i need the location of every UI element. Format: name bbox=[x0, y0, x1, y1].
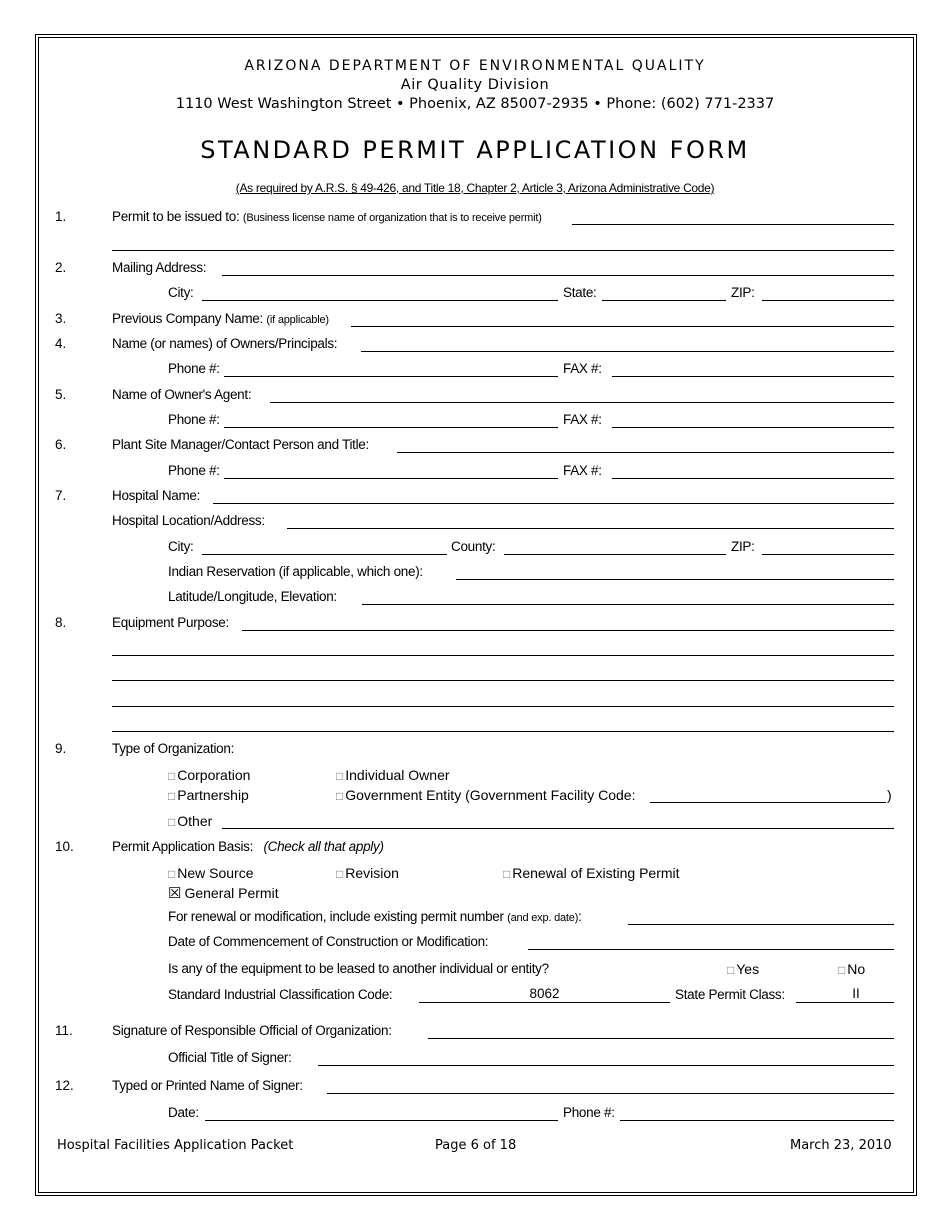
phone-label: Phone #: bbox=[168, 361, 220, 376]
equip-purpose-field[interactable] bbox=[242, 630, 894, 631]
footer-date: March 23, 2010 bbox=[790, 1138, 892, 1153]
corporation-label: Corporation bbox=[177, 767, 251, 783]
signature-label: Signature of Responsible Official of Organization: bbox=[112, 1023, 392, 1038]
corporation-option[interactable] bbox=[168, 767, 250, 783]
checkbox-icon[interactable]: □ bbox=[336, 867, 344, 881]
new-source-label: New Source bbox=[177, 865, 254, 881]
page-number: Page 6 of 18 bbox=[435, 1138, 517, 1153]
equip-purpose-line2[interactable] bbox=[112, 655, 894, 656]
sic-code-value: 8062 bbox=[529, 986, 560, 1001]
renewal-label: Renewal of Existing Permit bbox=[512, 865, 680, 881]
item-number: 10. bbox=[55, 839, 74, 854]
city-label: City: bbox=[168, 285, 194, 300]
other-field[interactable] bbox=[222, 828, 894, 829]
item-number: 8. bbox=[55, 615, 67, 630]
agency-name: ARIZONA DEPARTMENT OF ENVIRONMENTAL QUALITY bbox=[244, 58, 706, 74]
prev-company-field[interactable] bbox=[351, 326, 894, 327]
sic-field[interactable] bbox=[419, 1002, 670, 1003]
item-number: 2. bbox=[55, 260, 67, 275]
official-title-field[interactable] bbox=[318, 1065, 894, 1066]
item-number: 4. bbox=[55, 336, 67, 351]
agency-address: 1110 West Washington Street • Phoenix, AZ 85007-2935 • Phone: (602) 771-2337 bbox=[175, 96, 775, 112]
permit-to-text: Permit to be issued to: bbox=[112, 209, 240, 224]
renewal-mod-text: For renewal or modification, include existing permit number bbox=[168, 909, 504, 924]
item-number: 9. bbox=[55, 741, 67, 756]
exp-date-note: (and exp. date) bbox=[507, 912, 579, 924]
basis-label bbox=[112, 839, 384, 854]
fax-label: FAX #: bbox=[563, 361, 602, 376]
state-class-label: State Permit Class: bbox=[675, 987, 785, 1002]
phone-label: Phone #: bbox=[563, 1105, 615, 1120]
zip-label: ZIP: bbox=[731, 539, 755, 554]
renewal-option[interactable] bbox=[503, 865, 680, 881]
agent-label: Name of Owner's Agent: bbox=[112, 387, 252, 402]
general-permit-label: General Permit bbox=[184, 885, 279, 901]
item-number: 1. bbox=[55, 209, 67, 224]
page-subtitle: (As required by A.R.S. § 49-426, and Title 18, Chapter 2, Article 3, Arizona Administrative Code) bbox=[235, 181, 715, 195]
checkbox-icon[interactable]: □ bbox=[168, 867, 176, 881]
checkbox-icon[interactable]: □ bbox=[168, 769, 176, 783]
leased-yes-option[interactable] bbox=[727, 961, 759, 977]
item-number: 5. bbox=[55, 387, 67, 402]
partnership-option[interactable] bbox=[168, 787, 249, 803]
revision-label: Revision bbox=[345, 865, 399, 881]
state-class-value: II bbox=[852, 986, 860, 1001]
manager-phone-field[interactable] bbox=[224, 478, 558, 479]
date-label: Date: bbox=[168, 1105, 199, 1120]
fax-label: FAX #: bbox=[563, 463, 602, 478]
basis-text: Permit Application Basis: bbox=[112, 839, 254, 854]
indian-res-field[interactable] bbox=[456, 579, 894, 580]
renewal-mod-label bbox=[168, 909, 582, 924]
hospital-city-field[interactable] bbox=[202, 554, 447, 555]
permit-to-label bbox=[112, 209, 542, 224]
org-type-label: Type of Organization: bbox=[112, 741, 235, 756]
checked-checkbox-icon[interactable]: ☒ bbox=[168, 885, 182, 902]
commencement-label: Date of Commencement of Construction or Modification: bbox=[168, 934, 489, 949]
gov-facility-code-field[interactable] bbox=[650, 802, 886, 803]
checkbox-icon[interactable]: □ bbox=[727, 963, 735, 977]
hospital-name-field[interactable] bbox=[213, 503, 894, 504]
date-field[interactable] bbox=[205, 1120, 558, 1121]
prev-company-label bbox=[112, 311, 329, 326]
yes-label: Yes bbox=[736, 961, 760, 977]
gov-entity-label: Government Entity (Government Facility Code: bbox=[345, 787, 636, 803]
phone-label: Phone #: bbox=[168, 412, 220, 427]
revision-option[interactable] bbox=[336, 865, 399, 881]
other-label: Other bbox=[177, 813, 213, 829]
page-title: STANDARD PERMIT APPLICATION FORM bbox=[200, 136, 750, 164]
agent-field[interactable] bbox=[270, 402, 894, 403]
permit-to-field[interactable] bbox=[572, 224, 894, 225]
checkbox-icon[interactable]: □ bbox=[503, 867, 511, 881]
mailing-state-field[interactable] bbox=[602, 300, 726, 301]
item-number: 12. bbox=[55, 1078, 74, 1093]
checkbox-icon[interactable]: □ bbox=[336, 769, 344, 783]
item-number: 11. bbox=[55, 1023, 73, 1038]
partnership-label: Partnership bbox=[177, 787, 249, 803]
equip-purpose-line5[interactable] bbox=[112, 731, 894, 732]
mailing-city-field[interactable] bbox=[202, 300, 558, 301]
gov-entity-option[interactable] bbox=[336, 787, 635, 803]
mailing-zip-field[interactable] bbox=[762, 300, 894, 301]
checkbox-icon[interactable]: □ bbox=[838, 963, 846, 977]
state-label: State: bbox=[563, 285, 597, 300]
agent-fax-field[interactable] bbox=[612, 427, 894, 428]
commencement-field[interactable] bbox=[528, 949, 894, 950]
item-number: 7. bbox=[55, 488, 67, 503]
equip-purpose-label: Equipment Purpose: bbox=[112, 615, 229, 630]
permit-to-note: (Business license name of organization that is to receive permit) bbox=[242, 212, 542, 224]
equip-purpose-line3[interactable] bbox=[112, 680, 894, 681]
owners-field[interactable] bbox=[361, 351, 894, 352]
printed-name-label: Typed or Printed Name of Signer: bbox=[112, 1078, 303, 1093]
sic-label: Standard Industrial Classification Code: bbox=[168, 987, 393, 1002]
county-label: County: bbox=[451, 539, 496, 554]
state-class-field[interactable] bbox=[796, 1002, 894, 1003]
prev-company-text: Previous Company Name: bbox=[112, 311, 263, 326]
existing-permit-field[interactable] bbox=[628, 924, 894, 925]
footer-left: Hospital Facilities Application Packet bbox=[57, 1138, 294, 1153]
leased-question: Is any of the equipment to be leased to another individual or entity? bbox=[168, 961, 549, 976]
indian-res-label: Indian Reservation (if applicable, which one): bbox=[168, 564, 423, 579]
close-paren: ) bbox=[887, 787, 892, 803]
checkbox-icon[interactable]: □ bbox=[168, 815, 176, 829]
hospital-name-label: Hospital Name: bbox=[112, 488, 201, 503]
equip-purpose-line4[interactable] bbox=[112, 706, 894, 707]
city-label: City: bbox=[168, 539, 194, 554]
leased-no-option[interactable] bbox=[838, 961, 865, 977]
owners-phone-field[interactable] bbox=[224, 376, 558, 377]
hospital-location-label: Hospital Location/Address: bbox=[112, 513, 265, 528]
fax-label: FAX #: bbox=[563, 412, 602, 427]
mailing-label: Mailing Address: bbox=[112, 260, 207, 275]
new-source-option[interactable] bbox=[168, 865, 254, 881]
printed-name-field[interactable] bbox=[327, 1093, 894, 1094]
colon: : bbox=[578, 909, 582, 924]
owners-label: Name (or names) of Owners/Principals: bbox=[112, 336, 338, 351]
manager-fax-field[interactable] bbox=[612, 478, 894, 479]
signer-phone-field[interactable] bbox=[620, 1120, 894, 1121]
item-number: 6. bbox=[55, 437, 67, 452]
latlong-field[interactable] bbox=[362, 604, 894, 605]
manager-label: Plant Site Manager/Contact Person and Title: bbox=[112, 437, 369, 452]
individual-owner-option[interactable] bbox=[336, 767, 450, 783]
manager-field[interactable] bbox=[397, 452, 894, 453]
latlong-label: Latitude/Longitude, Elevation: bbox=[168, 589, 337, 604]
checkbox-icon[interactable]: □ bbox=[168, 789, 176, 803]
phone-label: Phone #: bbox=[168, 463, 220, 478]
hospital-zip-field[interactable] bbox=[762, 554, 894, 555]
division-name: Air Quality Division bbox=[400, 77, 550, 93]
check-all-note: (Check all that apply) bbox=[263, 839, 384, 854]
general-permit-option[interactable] bbox=[168, 884, 279, 902]
zip-label: ZIP: bbox=[731, 285, 755, 300]
official-title-label: Official Title of Signer: bbox=[168, 1050, 292, 1065]
other-option[interactable] bbox=[168, 813, 212, 829]
owners-fax-field[interactable] bbox=[612, 376, 894, 377]
signature-field[interactable] bbox=[428, 1038, 894, 1039]
individual-owner-label: Individual Owner bbox=[345, 767, 450, 783]
checkbox-icon[interactable]: □ bbox=[336, 789, 344, 803]
hospital-county-field[interactable] bbox=[504, 554, 726, 555]
mailing-address-field[interactable] bbox=[222, 275, 894, 276]
agent-phone-field[interactable] bbox=[224, 427, 558, 428]
no-label: No bbox=[847, 961, 866, 977]
permit-to-field-line2[interactable] bbox=[112, 250, 894, 251]
if-applicable-note: (if applicable) bbox=[266, 314, 329, 326]
hospital-location-field[interactable] bbox=[287, 528, 894, 529]
item-number: 3. bbox=[55, 311, 67, 326]
